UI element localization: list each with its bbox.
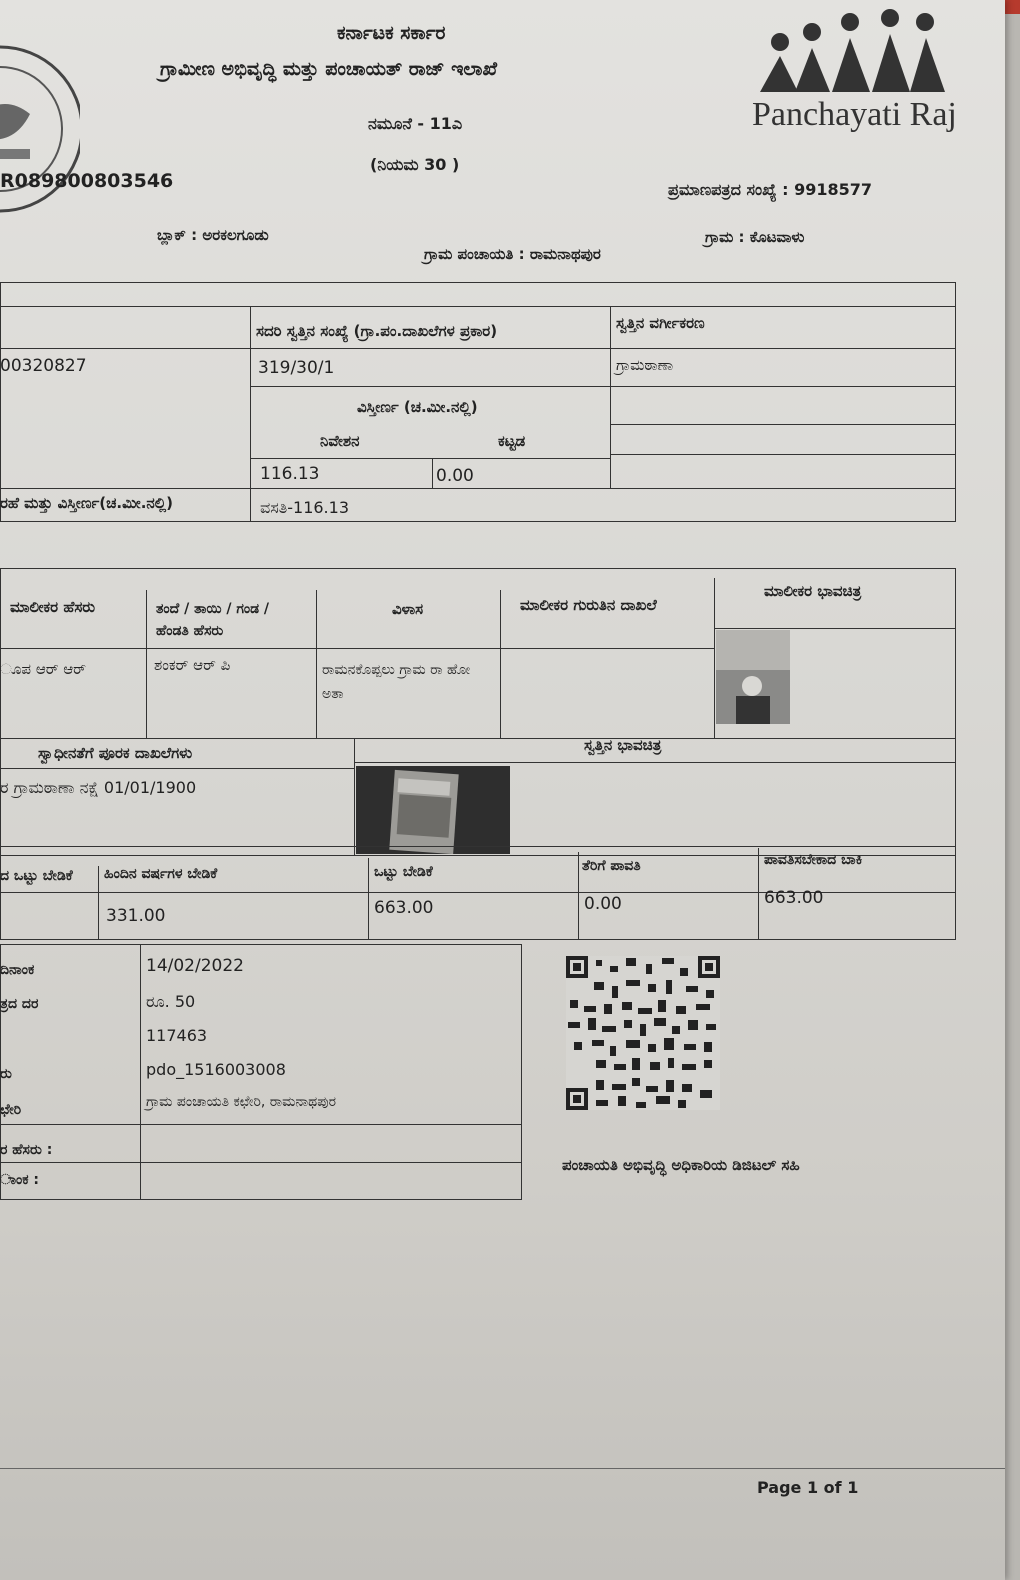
- balance-due-label: ಪಾವತಿಸಬೇಕಾದ ಬಾಕಿ: [764, 852, 863, 868]
- property-photo-label: ಸ್ವತ್ತಿನ ಭಾವಚಿತ್ರ: [584, 736, 662, 754]
- qr-code: [566, 956, 720, 1110]
- govt-title: ಕರ್ನಾಟಕ ಸರ್ಕಾರ: [337, 22, 446, 44]
- fee-value: ರೂ. 50: [146, 992, 196, 1011]
- balance-value: 663.00: [764, 888, 824, 908]
- owner-photo-label: ಮಾಲೀಕರ ಭಾವಚಿತ್ರ: [764, 582, 862, 600]
- relation-label: ತಂದೆ / ತಾಯಿ / ಗಂಡ / ಹೆಂಡತಿ ಹೆಸರು: [156, 601, 270, 639]
- government-seal: [0, 14, 80, 244]
- issuing-office: ಗ್ರಾಮ ಪಂಚಾಯತಿ ಕಛೇರಿ, ರಾಮನಾಥಪುರ: [146, 1094, 337, 1110]
- owner-photo: [716, 630, 790, 724]
- survey-number-label: ಸದರಿ ಸ್ವತ್ತಿನ ಸಂಖ್ಯೆ (ಗ್ರಾ.ಪಂ.ದಾಖಲೆಗಳ ಪ್ರಕಾರ): [256, 322, 498, 340]
- issue-date-label: ದಿನಾಂಕ: [0, 962, 35, 978]
- owner-address: ರಾಮನಕೊಪ್ಪಲು ಗ್ರಾಮ ರಾ ಹೋ ಅತಾ: [322, 662, 471, 702]
- signatory-date-label: ಾಂಕ :: [0, 1172, 39, 1188]
- property-table: [0, 282, 956, 522]
- previous-demand-value: 331.00: [106, 906, 166, 926]
- usage-value: ವಸತಿ-116.13: [260, 498, 350, 517]
- page-number: Page 1 of 1: [757, 1478, 859, 1497]
- rule-number: (ನಿಯಮ 30 ): [370, 155, 460, 174]
- receipt-number: 117463: [146, 1026, 208, 1045]
- gram-panchayat: ಗ್ರಾಮ ಪಂಚಾಯತಿ : ರಾಮನಾಥಪುರ: [424, 245, 601, 263]
- owner-name: ೂಪ ಆರ್ ಆರ್: [0, 660, 86, 678]
- issuing-user: pdo_1516003008: [146, 1060, 286, 1079]
- survey-number: 319/30/1: [258, 358, 335, 378]
- tax-paid-value: 0.00: [584, 894, 622, 914]
- total-demand-col-label: ದ ಒಟ್ಟು ಬೇಡಿಕೆ: [0, 868, 73, 884]
- site-area: 116.13: [260, 464, 320, 484]
- department-title: ಗ್ರಾಮೀಣ ಅಭಿವೃದ್ಧಿ ಮತ್ತು ಪಂಚಾಯತ್ ರಾಜ್ ಇಲಾಖೆ: [160, 58, 498, 80]
- ownership-documents-label: ಸ್ವಾಧೀನತೆಗೆ ಪೂರಕ ದಾಖಲೆಗಳು: [38, 744, 193, 762]
- signatory-name-label: ರ ಹೆಸರು :: [0, 1142, 53, 1158]
- office-label: ಛೇರಿ: [0, 1102, 22, 1118]
- usage-label: ರಹೆ ಮತ್ತು ವಿಸ್ತೀರ್ಣ(ಚ.ಮೀ.ನಲ್ಲಿ): [0, 494, 173, 512]
- classification-value: ಗ್ರಾಮಠಾಣಾ: [616, 356, 674, 374]
- ownership-document-value: ರ ಗ್ರಾಮಠಾಣಾ ನಕ್ಷೆ 01/01/1900: [0, 778, 197, 797]
- form-number: ನಮೂನೆ - 11ಎ: [368, 114, 463, 133]
- tax-paid-label: ತೆರಿಗೆ ಪಾವತಿ: [582, 858, 641, 874]
- owner-name-label: ಮಾಲೀಕರ ಹೆಸರು: [10, 598, 96, 616]
- previous-demand-label: ಹಿಂದಿನ ವರ್ಷಗಳ ಬೇಡಿಕೆ: [104, 866, 218, 882]
- overall-demand-label: ಒಟ್ಟು ಬೇಡಿಕೆ: [374, 864, 433, 880]
- property-id: 00320827: [0, 356, 87, 376]
- user-label: ರು: [0, 1066, 12, 1082]
- digital-signature-label: ಪಂಚಾಯತಿ ಅಭಿವೃದ್ಧಿ ಅಧಿಕಾರಿಯ ಡಿಜಿಟಲ್ ಸಹಿ: [562, 1156, 800, 1174]
- address-label: ವಿಳಾಸ: [392, 600, 424, 618]
- panchayati-raj-logo: [750, 4, 950, 96]
- classification-label: ಸ್ವತ್ತಿನ ವರ್ಗೀಕರಣ: [616, 314, 705, 332]
- fee-label: ತ್ರದ ದರ: [0, 996, 39, 1012]
- block-name: ಬ್ಲಾಕ್ : ಅರಕಲಗೂಡು: [157, 226, 269, 244]
- village: ಗ್ರಾಮ : ಕೊಟವಾಳು: [705, 228, 805, 246]
- logo-text: Panchayati Raj: [752, 96, 957, 133]
- owner-id-document-label: ಮಾಲೀಕರ ಗುರುತಿನ ದಾಖಲೆ: [520, 596, 657, 614]
- certificate-number: ಪ್ರಮಾಣಪತ್ರದ ಸಂಖ್ಯೆ : 9918577: [668, 180, 873, 199]
- total-demand-value: 663.00: [374, 898, 434, 918]
- property-photo: [356, 766, 510, 854]
- area-label: ವಿಸ್ತೀರ್ಣ (ಚ.ಮೀ.ನಲ್ಲಿ): [357, 398, 478, 416]
- left-id: R089800803546: [0, 170, 174, 192]
- relation-name: ಶಂಕರ್ ಆರ್ ಪಿ: [154, 656, 231, 674]
- issue-date: 14/02/2022: [146, 956, 244, 976]
- building-area: 0.00: [436, 466, 474, 486]
- site-label: ನಿವೇಶನ: [320, 432, 360, 450]
- building-label: ಕಟ್ಟಡ: [498, 432, 526, 450]
